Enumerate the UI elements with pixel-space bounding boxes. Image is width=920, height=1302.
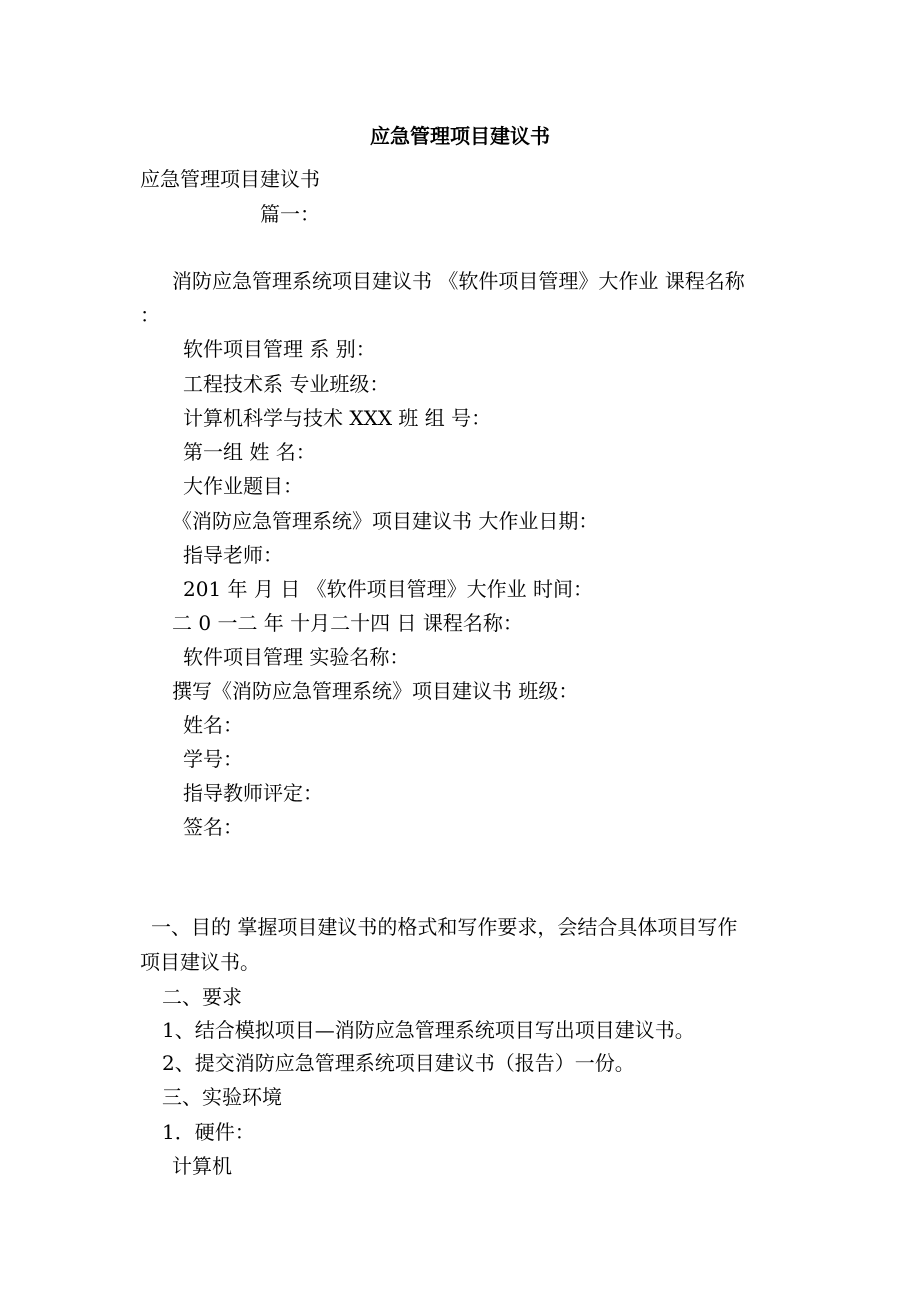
document-subtitle: 应急管理项目建议书 (140, 167, 320, 191)
body-line: 一、目的 掌握项目建议书的格式和写作要求，会结合具体项目写作 (151, 915, 738, 939)
section-label: 篇一： (260, 202, 320, 226)
body-line: 软件项目管理 实验名称： (183, 645, 410, 669)
body-line: 撰写《消防应急管理系统》项目建议书 班级： (172, 679, 579, 703)
body-line: 消防应急管理系统项目建议书 《软件项目管理》大作业 课程名称 (172, 269, 745, 293)
body-line: 201 年 月 日 《软件项目管理》大作业 时间： (183, 577, 593, 601)
body-line: 工程技术系 专业班级： (183, 372, 390, 396)
body-line: 指导老师： (183, 543, 283, 567)
body-line: 第一组 姓 名： (183, 440, 316, 464)
body-line: 项目建议书。 (140, 950, 260, 974)
body-line: 姓名： (183, 713, 243, 737)
body-line: 指导教师评定： (183, 781, 323, 805)
body-line: 二、要求 (162, 985, 242, 1009)
body-line: 1．硬件： (162, 1120, 255, 1144)
body-line: 大作业题目： (183, 474, 303, 498)
body-line: 软件项目管理 系 别： (183, 337, 376, 361)
body-line: 学号： (183, 747, 243, 771)
document-title: 应急管理项目建议书 (370, 124, 550, 148)
body-line: 《消防应急管理系统》项目建议书 大作业日期： (172, 509, 599, 533)
body-line: ： (140, 303, 160, 327)
body-line: 计算机 (172, 1154, 232, 1178)
body-line: 二 0 一二 年 十月二十四 日 课程名称： (172, 611, 523, 635)
body-line: 1、结合模拟项目—消防应急管理系统项目写出项目建议书。 (162, 1018, 695, 1042)
body-line: 2、提交消防应急管理系统项目建议书（报告）一份。 (162, 1051, 635, 1075)
body-line: 计算机科学与技术 XXX 班 组 号： (183, 406, 492, 430)
body-line: 签名： (183, 815, 243, 839)
body-line: 三、实验环境 (162, 1085, 282, 1109)
